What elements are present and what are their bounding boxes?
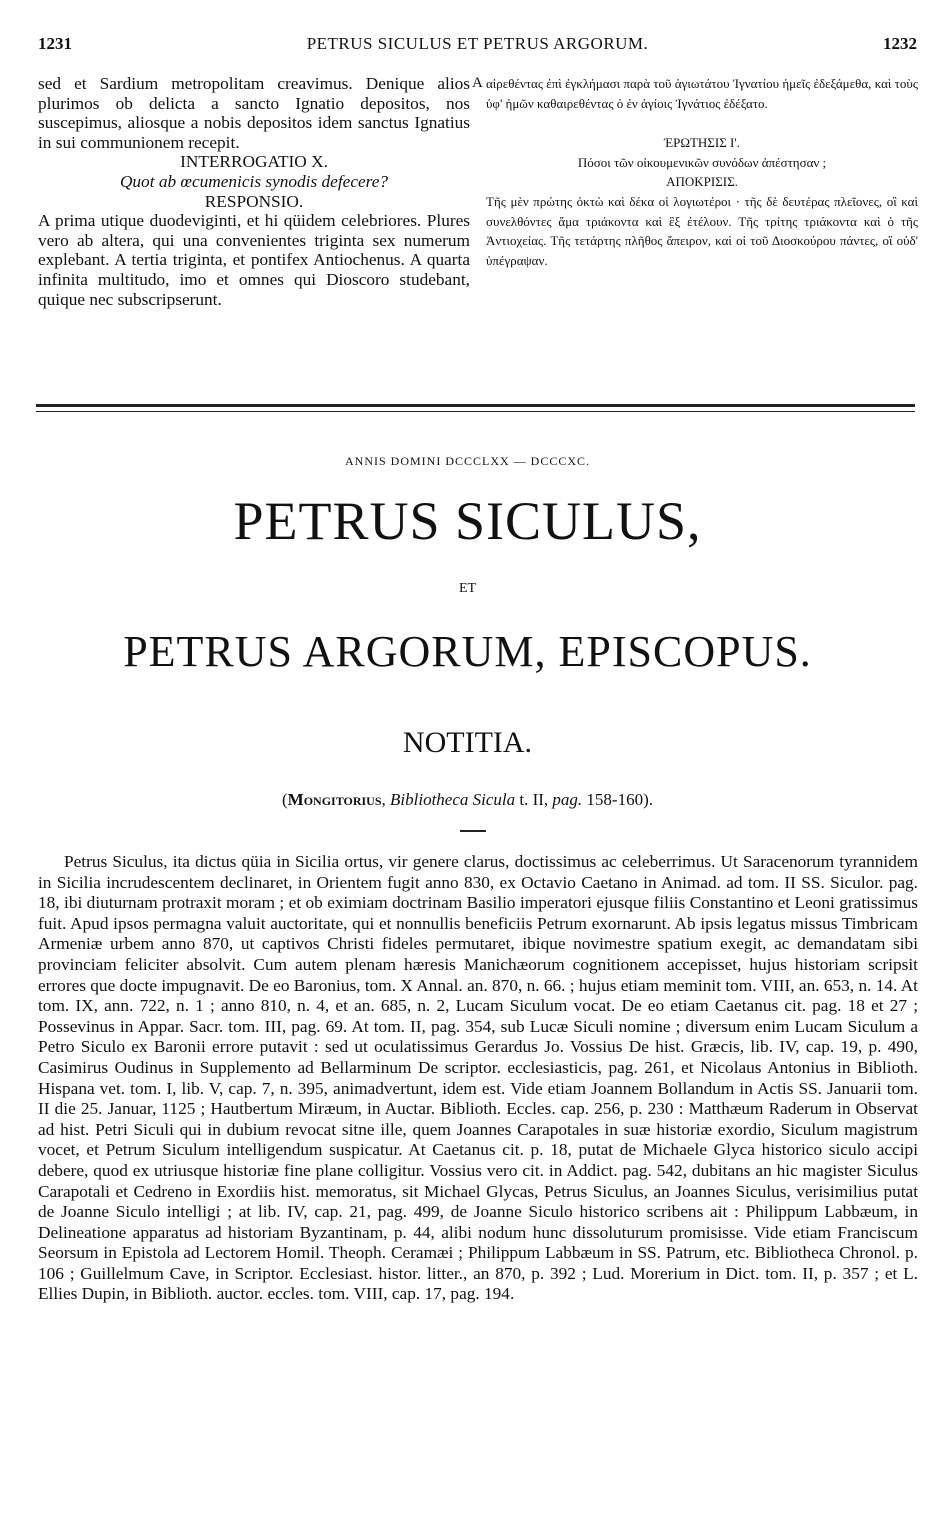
greek-response-heading: ΑΠΟΚΡΙΣΙΣ.	[666, 174, 738, 190]
section-heading-notitia: NOTITIA.	[402, 726, 533, 759]
separator-rule-thin	[36, 411, 915, 412]
latin-paragraph-2: A prima utique duodeviginti, et hi qüidem celebriores. Plures vero ab altera, qui una convenientes triginta sex numerum explebant. A tertia triginta, et pontifex Antiochenus. A quarta infinita multitudo, imo et omnes qui Dioscoro studebant, quique nec subscripserunt.	[38, 211, 470, 309]
latin-question: Quot ab œcumenicis synodis defecere?	[119, 171, 389, 191]
running-header	[38, 34, 917, 58]
short-dash-divider	[460, 830, 486, 832]
notitia-body	[38, 852, 918, 1305]
two-column-section	[38, 74, 918, 374]
running-title: PETRUS SICULUS ET PETRUS ARGORUM.	[306, 34, 649, 53]
greek-paragraph-2: Τῆς μὲν πρώτης ὀκτὼ καὶ δέκα οἱ λογιωτέροι · τῆς δὲ δευτέρας πλεῖονες, οἳ καὶ συνελθόντες ἅμα τριάκοντα καὶ ἓξ ἐτέλουν. Τῆς τρίτης τριάκοντα καὶ ὁ τῆς Ἀντιοχείας. Τῆς τετάρτης πλῆθος ἄπειρον, καὶ οἱ τοῦ Διοσκούρου πάντες, οἳ οὐδ' ὑπέγραψαν.	[486, 193, 918, 268]
source-author: Mongitorius	[287, 790, 382, 809]
column-marker: A	[472, 75, 483, 91]
latin-heading: INTERROGATIO X.	[180, 152, 328, 172]
greek-paragraph-1: αἱρεθέντας ἐπὶ ἐγκλήμασι παρὰ τοῦ ἁγιωτάτου Ἰγνατίου ἡμεῖς ἐδεξάμεθα, καὶ τοὺς ὑφ' ἡμῶν καθαιρεθέντας ὁ ἐν ἁγίοις Ἰγνάτιος ἐδέξατο.	[486, 76, 918, 111]
page-number-left: 1231	[38, 34, 72, 53]
date-range: ANNIS DOMINI DCCCLXX — DCCCXC.	[344, 454, 590, 468]
source-work: Bibliotheca Sicula	[390, 790, 516, 809]
title-conjunction: ET	[458, 581, 477, 596]
latin-response-heading: RESPONSIO.	[204, 191, 304, 211]
separator-rule-thick	[36, 404, 915, 407]
latin-paragraph-1: sed et Sardium metropolitam creavimus. Denique alios plurimos ob delicta a sancto Ignatio depositos, nos suscepimus, aliosque a nobis depositos idem sanctus Ignatius in sui communionem recepit.	[38, 74, 470, 152]
source-citation: (Mongitorius, Bibliotheca Sicula t. II, pag. 158-160).	[281, 790, 653, 809]
greek-question: Πόσοι τῶν οἰκουμενικῶν συνόδων ἀπέστησαν ;	[577, 154, 827, 170]
greek-heading: ΈΡΩΤΗΣΙΣ Ι'.	[664, 135, 740, 151]
latin-column	[38, 74, 470, 309]
title-main: PETRUS SICULUS,	[233, 491, 702, 551]
body-paragraph: Petrus Siculus, ita dictus qüia in Sicilia ortus, vir genere clarus, doctissimus ac celeberrimus. Ut Saracenorum tyrannidem in Sicilia incrudescentem declinaret, in Orientem fugit anno 830, ex Octavio Caetano in Animad. ad tom. II SS. Siculor. pag. 18, ibi diuturnam protraxit moram ; et ob eximiam doctrinam Basilio imperatori ejusque filiis Constantino et Leoni gratissimus fuit. Apud ipsos permagna valuit auctoritate, qui et nonnullis beneficiis Petrum exornarunt. Ab ipsis legatus missus Timbricam Armeniæ urbem anno 870, ut captivos Christi fideles permutaret, ibique novimestre spatium exegit, ac demandatam sibi provinciam feliciter absolvit. Cum autem plenam hæresis Manichæorum cognitionem accepisset, hujus historiam scripsit errores que docte impugnavit. De eo Baronius, tom. X Annal. an. 870, n. 66. ; hujus etiam meminit tom. VIII, an. 653, n. 14. At tom. IX, ann. 722, n. 1 ; anno 810, n. 4, et an. 685, n. 2, Lucam Siculum vocat. De eo etiam Caetanus cit. pag. 18 et 27 ; Possevinus in Appar. Sacr. tom. III, pag. 69. At tom. II, pag. 354, sub Lucæ Siculi nomine ; diversum enim Lucam Siculum a Petro Siculo ex Baronii errore putavit : sed ut oculatissimus Gerardus Jo. Vossius De hist. Græcis, lib. IV, cap. 19, p. 490, Casimirus Oudinus in Supplemento ad Bellarminum De scriptor. ecclesiasticis, pag. 261, et Nicolaus Antonius in Biblioth. Hispana vet. tom. I, lib. V, cap. 7, n. 395, animadvertunt, idem est. Vide etiam Joannem Bollandum in Actis SS. Januarii tom. II die 25. Januar, 1125 ; Hautbertum Miræum, in Auctar. Biblioth. Eccles. cap. 256, p. 230 : Matthæum Raderum in Observat ad hist. Petri Siculi qui in dubium revocat sitne ille, quem Joannes Carapotales in suæ historiæ exordio, Siculum magistrum vocet, et Petrum Siculum intelligendum suspicatur. At Caetanus cit. p. 18, putat de Michaele Glyca historico siculo accipi debere, quod ex utriusque historiæ fine plane colligitur. Vossius vero cit. in Addict. pag. 542, dubitans an hic magister Siculus Carapotali et Cedreno in Exordiis hist. memoratus, sit Michael Glycas, Petrus Siculus, an Joannes Siculus, verisimilius putat de Joanne Siculo intelligi ; at lib. IV, cap. 21, pag. 499, de Joanne Siculo historico scribens ait : Philippum Labbæum, in Delineatione apparatus ad historiam Byzantinam, p. 44, alibi nodum hunc dissoluturum promisisse. Vide etiam Franciscum Seorsum in Epistola ad Lectorem Homil. Theoph. Ceramæi ; Philippum Labbæum in SS. Patrum, etc. Bibliotheca Chronol. p. 106 ; Guillelmum Cave, in Scriptor. Ecclesiast. histor. litter., an 870, p. 392 ; Lud. Morerium in Dict. tom. II, p. 357 ; et L. Ellies Dupin, in Biblioth. auctor. eccles. tom. VIII, cap. 17, pag. 194.	[38, 852, 918, 1304]
title-second: PETRUS ARGORUM, EPISCOPUS.	[123, 627, 812, 676]
greek-column	[486, 74, 918, 270]
page-number-right: 1232	[883, 34, 917, 53]
